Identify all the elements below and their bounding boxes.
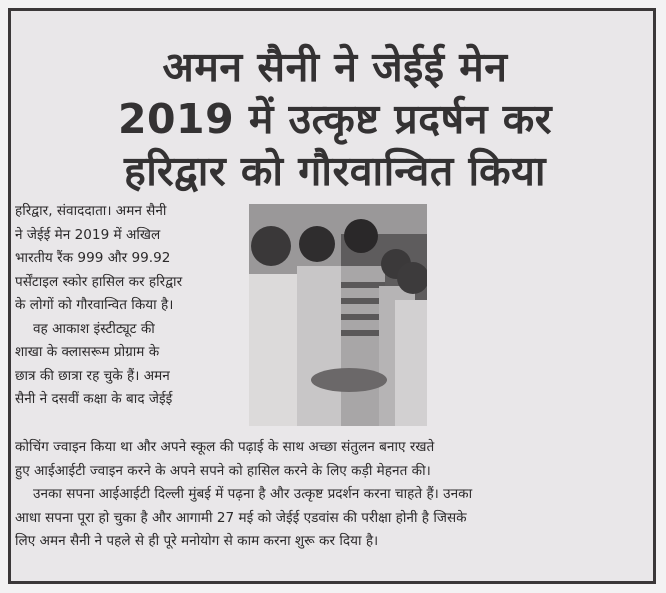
body-line: लिए अमन सैनी ने पहले से ही पूरे मनोयोग से काम करना शुरू कर दिया है। bbox=[15, 533, 379, 549]
headline-line-3: हरिद्वार को गौरवान्वित किया bbox=[124, 147, 546, 195]
body-line: हुए आईआईटी ज्वाइन करने के अपने सपने को हासिल करने के लिए कड़ी मेहनत की। bbox=[15, 462, 431, 479]
newspaper-clipping bbox=[8, 8, 656, 584]
headline bbox=[11, 41, 659, 197]
headline-line-1: अमन सैनी ने जेईई मेन bbox=[162, 43, 508, 91]
headline-line-2: 2019 में उत्कृष्ट प्रदर्षन कर bbox=[117, 95, 552, 143]
article-body-full bbox=[15, 436, 473, 554]
body-line: कोचिंग ज्वाइन किया था और अपने स्कूल की पढ़ाई के साथ अच्छा संतुलन बनाए रखते bbox=[15, 439, 435, 455]
body-line: शाखा के क्लासरूम प्रोग्राम के bbox=[15, 344, 160, 360]
group-felicitation-photo bbox=[249, 204, 427, 426]
body-line: उनका सपना आईआईटी दिल्ली मुंबई में पढ़ना है और उत्कृष्ट प्रदर्शन करना चाहते हैं। उनका bbox=[33, 486, 473, 502]
body-line: वह आकाश इंस्टीट्यूट की bbox=[33, 320, 155, 337]
body-line: पर्सेंटाइल स्कोर हासिल कर हरिद्वार bbox=[15, 273, 183, 290]
article-body-left bbox=[15, 200, 247, 412]
body-line: सैनी ने दसवीं कक्षा के बाद जेईई bbox=[15, 391, 173, 407]
news-photo bbox=[249, 204, 427, 426]
body-line: छात्र की छात्रा रह चुके हैं। अमन bbox=[15, 367, 170, 384]
body-line: के लोगों को गौरवान्वित किया है। bbox=[15, 297, 174, 313]
body-line: भारतीय रैंक 999 और 99.92 bbox=[15, 250, 171, 266]
body-line: आधा सपना पूरा हो चुका है और आगामी 27 मई को जेईई एडवांस की परीक्षा होनी है जिसके bbox=[15, 509, 467, 526]
body-line: हरिद्वार, संवाददाता। अमन सैनी bbox=[15, 203, 167, 219]
body-line: ने जेईई मेन 2019 में अखिल bbox=[15, 226, 161, 243]
